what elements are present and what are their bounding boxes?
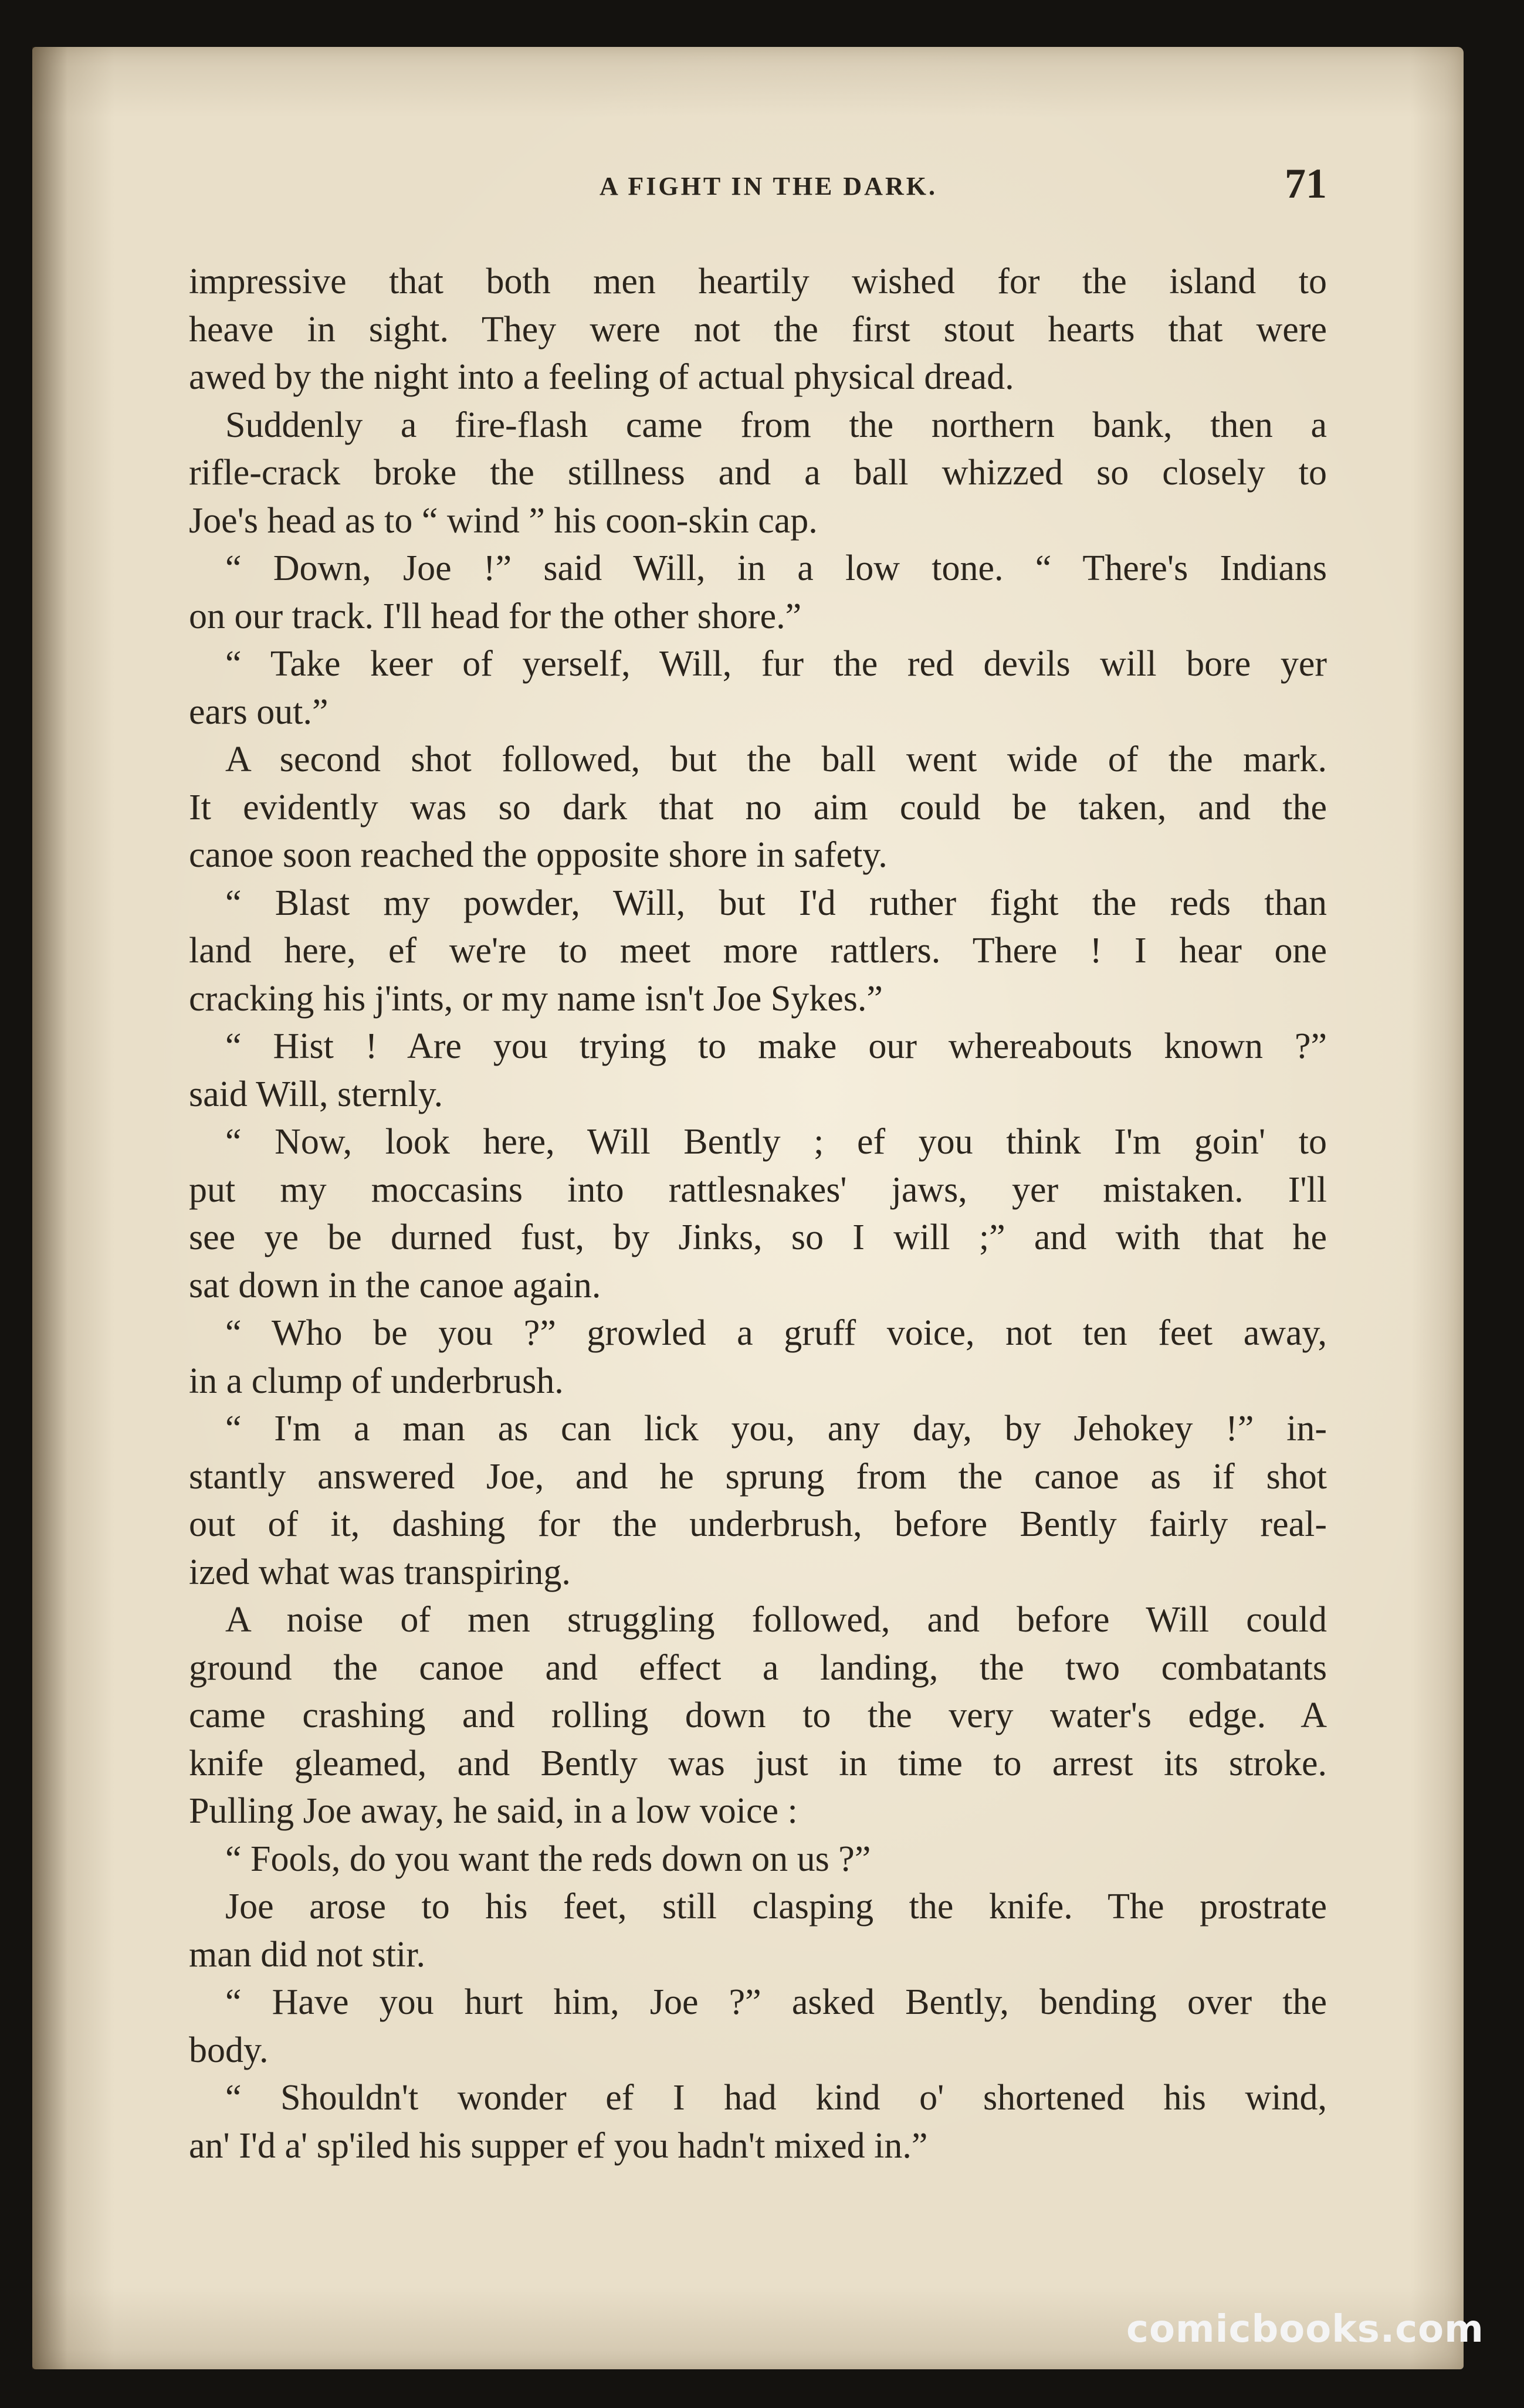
text-line: “ I'm a man as can lick you, any day, by Jehokey !” in- bbox=[189, 1409, 1327, 1449]
text-line: on our track. I'll head for the other shore.” bbox=[189, 596, 802, 636]
text-line: said Will, sternly. bbox=[189, 1074, 443, 1114]
text-line: in a clump of underbrush. bbox=[189, 1361, 564, 1401]
text-line: A second shot followed, but the ball went wide of the mark. bbox=[189, 740, 1327, 779]
text-line: came crashing and rolling down to the very water's edge. A bbox=[189, 1695, 1327, 1735]
text-line: “ Have you hurt him, Joe ?” asked Bently, bending over the bbox=[189, 1982, 1327, 2022]
text-line: “ Take keer of yerself, Will, fur the red devils will bore yer bbox=[189, 644, 1327, 684]
page-number: 71 bbox=[1285, 160, 1327, 207]
text-line: ears out.” bbox=[189, 691, 328, 732]
text-line: cracking his j'ints, or my name isn't Joe Sykes.” bbox=[189, 978, 883, 1019]
text-line: Pulling Joe away, he said, in a low voice : bbox=[189, 1791, 798, 1831]
text-line: “ Who be you ?” growled a gruff voice, not ten feet away, bbox=[189, 1313, 1327, 1353]
text-line: “ Fools, do you want the reds down on us ?” bbox=[189, 1839, 871, 1879]
text-line: Joe's head as to “ wind ” his coon-skin cap. bbox=[189, 500, 818, 541]
text-line: “ Now, look here, Will Bently ; ef you think I'm goin' to bbox=[189, 1122, 1327, 1162]
text-line: ground the canoe and effect a landing, the two combatants bbox=[189, 1647, 1327, 1688]
text-line: “ Hist ! Are you trying to make our whereabouts known ?” bbox=[189, 1026, 1327, 1066]
text-line: “ Blast my powder, Will, but I'd ruther fight the reds than bbox=[189, 883, 1327, 923]
text-line: rifle-crack broke the stillness and a ball whizzed so closely to bbox=[189, 453, 1327, 493]
text-line: “ Shouldn't wonder ef I had kind o' shortened his wind, bbox=[189, 2078, 1327, 2118]
text-line: heave in sight. They were not the first stout hearts that were bbox=[189, 309, 1327, 350]
text-line: put my moccasins into rattlesnakes' jaws, yer mistaken. I'll bbox=[189, 1169, 1327, 1210]
gutter-shadow bbox=[32, 47, 67, 2369]
text-line: awed by the night into a feeling of actual physical dread. bbox=[189, 357, 1014, 397]
text-line: body. bbox=[189, 2030, 269, 2070]
text-line: “ Down, Joe !” said Will, in a low tone. “ There's Indians bbox=[189, 548, 1327, 588]
body-text bbox=[189, 258, 1327, 2170]
watermark: comicbooks.com bbox=[1126, 2308, 1484, 2351]
text-line: see ye be durned fust, by Jinks, so I will ;” and with that he bbox=[189, 1217, 1327, 1257]
text-line: Joe arose to his feet, still clasping the knife. The prostrate bbox=[189, 1887, 1327, 1927]
running-head: A FIGHT IN THE DARK. bbox=[600, 172, 937, 201]
text-line: land here, ef we're to meet more rattlers. There ! I hear one bbox=[189, 931, 1327, 971]
text-line: knife gleamed, and Bently was just in time to arrest its stroke. bbox=[189, 1743, 1327, 1783]
text-line: an' I'd a' sp'iled his supper ef you hadn't mixed in.” bbox=[189, 2125, 928, 2166]
text-line: out of it, dashing for the underbrush, before Bently fairly real- bbox=[189, 1504, 1327, 1544]
text-line: man did not stir. bbox=[189, 1934, 425, 1975]
text-line: impressive that both men heartily wished for the island to bbox=[189, 262, 1327, 301]
text-line: ized what was transpiring. bbox=[189, 1552, 571, 1592]
text-line: Suddenly a fire-flash came from the northern bank, then a bbox=[189, 405, 1327, 445]
text-line: sat down in the canoe again. bbox=[189, 1265, 601, 1305]
text-line: It evidently was so dark that no aim could be taken, and the bbox=[189, 787, 1327, 827]
text-line: stantly answered Joe, and he sprung from the canoe as if shot bbox=[189, 1456, 1327, 1497]
text-line: canoe soon reached the opposite shore in safety. bbox=[189, 835, 888, 875]
text-line: A noise of men struggling followed, and before Will could bbox=[189, 1600, 1327, 1640]
